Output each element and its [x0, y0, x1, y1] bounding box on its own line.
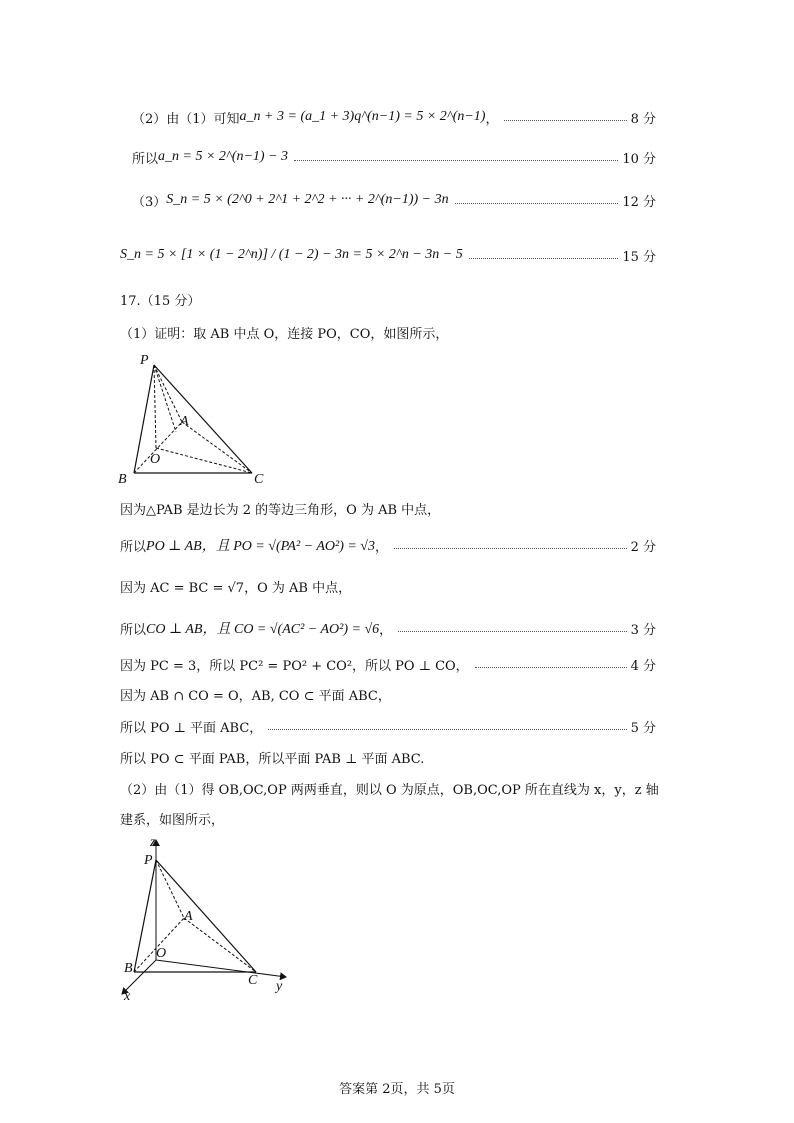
- proof-text: 所以 PO ⊥ 平面 ABC，: [120, 720, 263, 736]
- label-B: B: [124, 961, 133, 976]
- solution-line-4: [120, 242, 656, 268]
- label-z: z: [150, 835, 156, 850]
- label-O: O: [156, 946, 167, 961]
- score: 15 分: [622, 249, 656, 265]
- label-O: O: [150, 452, 161, 467]
- proof-intro: [120, 321, 656, 343]
- line-prefix: 所以: [120, 622, 147, 638]
- part2-line-1: [120, 777, 659, 799]
- proof-line-9: [120, 575, 656, 597]
- label-C: C: [254, 472, 264, 487]
- proof-text: （2）由（1）得 OB,OC,OP 两两垂直，则以 O 为原点，OB,OC,OP 所在直线为 x，y，z 轴: [120, 782, 659, 798]
- dot-leader: [398, 631, 626, 632]
- score: 2 分: [630, 539, 656, 555]
- score: 4 分: [630, 658, 656, 674]
- proof-line-12: [120, 683, 656, 705]
- proof-line-10: 所以 CO ⊥ AB，且 CO = √(AC² − AO²) = √6 ， 3 分: [120, 617, 656, 639]
- page-footer: 答案第 2页，共 5页: [339, 1082, 455, 1097]
- proof-text: 因为△PAB 是边长为 2 的等边三角形，O 为 AB 中点，: [120, 502, 441, 518]
- tetrahedron-figure-1: [114, 350, 274, 490]
- proof-text: 因为 PC = 3，所以 PC² = PO² + CO²，所以 PO ⊥ CO，: [120, 658, 469, 674]
- dot-leader: [455, 203, 619, 204]
- proof-line-11: [120, 653, 656, 675]
- score: 8 分: [630, 111, 656, 127]
- proof-line-8: 所以 PO ⊥ AB，且 PO = √(PA² − AO²) = √3 ， 2 分: [120, 534, 656, 556]
- label-A: A: [184, 909, 193, 924]
- formula: CO ⊥ AB，且 CO = √(AC² − AO²) = √6: [146, 622, 380, 637]
- dot-leader: [475, 667, 627, 668]
- dot-leader: [504, 120, 626, 121]
- dot-leader: [268, 729, 626, 730]
- proof-text: 因为 AC = BC = √7，O 为 AB 中点，: [120, 580, 352, 596]
- dot-leader: [469, 258, 619, 259]
- score: 3 分: [630, 622, 656, 638]
- line-prefix: 所以: [132, 151, 159, 167]
- formula: PO ⊥ AB，且 PO = √(PA² − AO²) = √3: [146, 539, 375, 554]
- proof-text: 建系，如图所示，: [120, 812, 225, 828]
- formula: a_n + 3 = (a_1 + 3)q^(n−1) = 5 × 2^(n−1): [239, 109, 486, 124]
- solution-line-2: [132, 146, 656, 168]
- proof-line-14: [120, 746, 656, 768]
- formula: S_n = 5 × [1 × (1 − 2^n)] / (1 − 2) − 3n = 5 × 2^n − 3n − 5: [120, 247, 463, 262]
- problem-number: 17.（15 分）: [120, 293, 201, 309]
- label-y: y: [276, 979, 283, 994]
- proof-text: 所以 PO ⊂ 平面 PAB，所以平面 PAB ⊥ 平面 ABC.: [120, 751, 425, 767]
- label-P: P: [144, 853, 153, 868]
- solution-line-3: [132, 189, 656, 211]
- score: 5 分: [630, 720, 656, 736]
- problem-header: [120, 288, 656, 310]
- label-B: B: [118, 472, 127, 487]
- line-prefix: （2）由（1）可知: [132, 111, 240, 127]
- label-P: P: [140, 353, 149, 368]
- formula: a_n = 5 × 2^(n−1) − 3: [158, 149, 289, 164]
- proof-intro-text: （1）证明：取 AB 中点 O，连接 PO，CO，如图所示，: [120, 326, 449, 342]
- proof-line-7: [120, 497, 656, 519]
- coordinate-figure-2: [114, 832, 304, 1007]
- score: 12 分: [622, 194, 656, 210]
- solution-line-1: （2）由（1）可知 a_n + 3 = (a_1 + 3)q^(n−1) = 5 × 2^(n−1) ， 8 分: [132, 109, 656, 127]
- formula: S_n = 5 × (2^0 + 2^1 + 2^2 + ··· + 2^(n−1)) − 3n: [166, 192, 449, 207]
- label-A: A: [180, 414, 189, 429]
- score: 10 分: [622, 151, 656, 167]
- part2-line-2: [120, 807, 656, 829]
- proof-line-13: [120, 715, 656, 737]
- dot-leader: [294, 160, 618, 161]
- proof-text: 因为 AB ∩ CO = O，AB, CO ⊂ 平面 ABC，: [120, 688, 391, 704]
- line-prefix: 所以: [120, 539, 147, 555]
- label-C: C: [248, 973, 258, 988]
- label-x: x: [124, 989, 131, 1004]
- line-prefix: （3）: [132, 194, 167, 210]
- dot-leader: [394, 548, 627, 549]
